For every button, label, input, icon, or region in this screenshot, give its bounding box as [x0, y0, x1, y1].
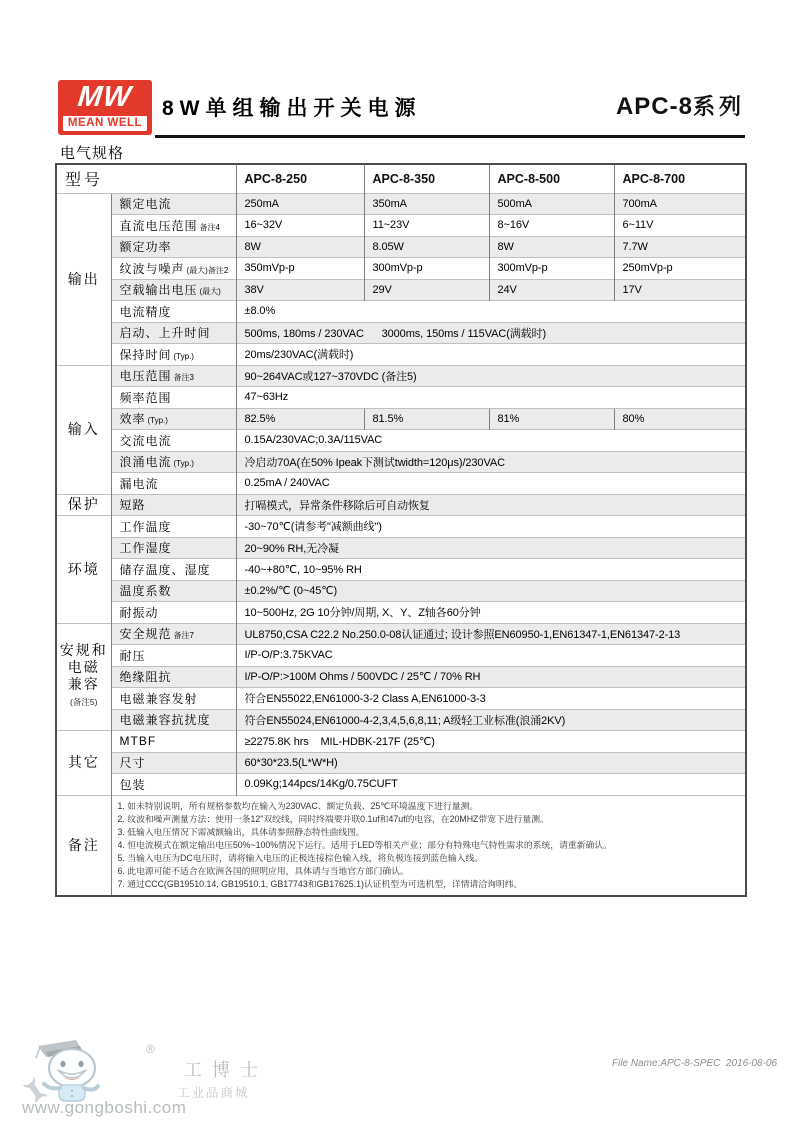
- spec-row: [56, 752, 746, 774]
- spec-value: 8.05W: [364, 236, 489, 258]
- spec-row: [56, 365, 746, 387]
- spec-value: 符合EN55024,EN61000-4-2,3,4,5,6,8,11; A级轻工业标准(浪涌2KV): [236, 709, 746, 731]
- row-label: 电磁兼容抗扰度: [111, 709, 236, 731]
- row-label: 工作温度: [111, 516, 236, 538]
- row-label: 保持时间 (Typ.): [111, 344, 236, 366]
- spec-value: 16~32V: [236, 215, 364, 237]
- row-label: 空载输出电压 (最大): [111, 279, 236, 301]
- spec-value: 29V: [364, 279, 489, 301]
- spec-row: [56, 451, 746, 473]
- registered-trademark-mark: ®: [146, 1042, 155, 1056]
- spec-value: 20ms/230VAC(满载时): [236, 344, 746, 366]
- note-line: 7. 通过CCC(GB19510.14, GB19510.1, GB17743和GB17625.1)认证机型为可选机型，详情请洽询明纬。: [117, 878, 523, 889]
- spec-value: 0.09Kg;144pcs/14Kg/0.75CUFT: [236, 774, 746, 796]
- spec-value: 6~11V: [614, 215, 746, 237]
- spec-value: 81.5%: [364, 408, 489, 430]
- series-code: APC-8: [615, 93, 693, 120]
- model-header-row: [56, 164, 746, 193]
- row-label: 启动、上升时间: [111, 322, 236, 344]
- spec-row: [56, 559, 746, 581]
- spec-value: 500mA: [489, 193, 614, 215]
- row-label: 电磁兼容发射: [111, 688, 236, 710]
- spec-row: [56, 709, 746, 731]
- spec-value: 300mVp-p: [489, 258, 614, 280]
- spec-row: [56, 688, 746, 710]
- section-label: 环境: [56, 516, 111, 624]
- spec-row: [56, 666, 746, 688]
- spec-value: ≥2275.8K hrs MIL-HDBK-217F (25℃): [236, 731, 746, 753]
- row-label: 储存温度、湿度: [111, 559, 236, 581]
- row-label: 尺寸: [111, 752, 236, 774]
- row-label: 包装: [111, 774, 236, 796]
- spec-value: 82.5%: [236, 408, 364, 430]
- note-line: 3. 低输入电压情况下需减额输出，具体请参照静态特性曲线图。: [117, 826, 365, 837]
- row-label: 直流电压范围 备注4: [111, 215, 236, 237]
- section-note: (备注5): [70, 697, 98, 708]
- model-name-2: APC-8-350: [364, 164, 489, 193]
- series-title: [616, 90, 745, 121]
- note-line: 1. 如未特别说明，所有规格参数均在输入为230VAC、额定负载、25℃环境温度下进行量测。: [117, 800, 479, 811]
- spec-value: 20~90% RH,无冷凝: [236, 537, 746, 559]
- title-underline: [155, 135, 745, 138]
- electrical-spec-table: [55, 163, 747, 897]
- spec-row: [56, 580, 746, 602]
- spec-row: [56, 645, 746, 667]
- row-label-note: 备注4: [199, 222, 220, 232]
- mean-well-wordmark: MEAN WELL: [63, 116, 147, 131]
- watermark-brand: 工博士: [184, 1060, 268, 1080]
- spec-value: 24V: [489, 279, 614, 301]
- spec-row: [56, 322, 746, 344]
- spec-value: -30~70℃(请参考"减额曲线"): [236, 516, 746, 538]
- notes-row: [56, 795, 746, 896]
- row-label: 纹波与噪声 (最大)备注2: [111, 258, 236, 280]
- spec-row: [56, 301, 746, 323]
- spec-value: 80%: [614, 408, 746, 430]
- spec-row: [56, 258, 746, 280]
- spec-value: -40~+80℃, 10~95% RH: [236, 559, 746, 581]
- spec-row: [56, 193, 746, 215]
- spec-row: [56, 279, 746, 301]
- spec-row: [56, 516, 746, 538]
- note-line: 5. 当输入电压为DC电压时，请将输入电压的正极连接棕色输入线，将负极连接到蓝色输入线。: [117, 852, 484, 863]
- row-label-note: 备注7: [173, 631, 194, 641]
- row-label: MTBF: [111, 731, 236, 753]
- row-label: 电压范围 备注3: [111, 365, 236, 387]
- model-name-4: APC-8-700: [614, 164, 746, 193]
- spec-value: 10~500Hz, 2G 10分钟/周期, X、Y、Z轴各60分钟: [236, 602, 746, 624]
- row-label: 电流精度: [111, 301, 236, 323]
- section-label: 输入: [56, 365, 111, 494]
- spec-row: [56, 215, 746, 237]
- spec-value: I/P-O/P:>100M Ohms / 500VDC / 25℃ / 70% RH: [236, 666, 746, 688]
- row-label-note: (Typ.): [173, 351, 194, 361]
- spec-value: 17V: [614, 279, 746, 301]
- spec-value: 0.15A/230VAC;0.3A/115VAC: [236, 430, 746, 452]
- notes-section-label: 备注: [56, 795, 111, 896]
- spec-value: 500ms, 180ms / 230VAC 3000ms, 150ms / 115VAC(满载时): [236, 322, 746, 344]
- row-label-note: (最大): [199, 287, 221, 297]
- row-label-note: (Typ.): [147, 416, 168, 426]
- spec-value: 8W: [236, 236, 364, 258]
- spec-row: [56, 473, 746, 495]
- spec-row: [56, 537, 746, 559]
- note-line: 2. 纹波和噪声测量方法：使用一条12"双绞线，同时终端要并联0.1uf和47uf的电容，在20MHZ带宽下进行量测。: [117, 813, 549, 824]
- spec-value: 300mVp-p: [364, 258, 489, 280]
- model-name-3: APC-8-500: [489, 164, 614, 193]
- row-label: 温度系数: [111, 580, 236, 602]
- spec-value: UL8750,CSA C22.2 No.250.0-08认证通过; 设计参照EN60950-1,EN61347-1,EN61347-2-13: [236, 623, 746, 645]
- file-name-label: File Name:APC-8-SPEC 2016-08-06: [612, 1058, 778, 1069]
- spec-row: [56, 494, 746, 516]
- watermark-tagline: 工业品商城: [177, 1086, 250, 1100]
- spec-value: 250mVp-p: [614, 258, 746, 280]
- document-title: 8W单组输出开关电源: [162, 97, 422, 120]
- row-label: 频率范围: [111, 387, 236, 409]
- row-label: 额定电流: [111, 193, 236, 215]
- spec-value: 350mVp-p: [236, 258, 364, 280]
- note-line: 6. 此电源可能不适合在欧洲各国的照明应用，具体请与当地官方部门确认。: [117, 865, 409, 876]
- spec-value: ±8.0%: [236, 301, 746, 323]
- spec-value: 350mA: [364, 193, 489, 215]
- section-label: 输出: [56, 193, 111, 365]
- spec-value: 符合EN55022,EN61000-3-2 Class A,EN61000-3-3: [236, 688, 746, 710]
- model-header-label: 型号: [56, 164, 236, 193]
- row-label: 额定功率: [111, 236, 236, 258]
- spec-row: [56, 774, 746, 796]
- spec-row: [56, 430, 746, 452]
- mw-monogram: MW: [76, 81, 134, 113]
- spec-value: 8W: [489, 236, 614, 258]
- spec-value: 250mA: [236, 193, 364, 215]
- row-label: 绝缘阻抗: [111, 666, 236, 688]
- row-label: 安全规范 备注7: [111, 623, 236, 645]
- row-label-note: (Typ.): [173, 459, 194, 469]
- spec-row: [56, 623, 746, 645]
- spec-row: [56, 344, 746, 366]
- spec-value: 11~23V: [364, 215, 489, 237]
- spec-value: 81%: [489, 408, 614, 430]
- spec-row: [56, 731, 746, 753]
- mean-well-logo: [58, 80, 152, 135]
- row-label: 交流电流: [111, 430, 236, 452]
- spec-value: 47~63Hz: [236, 387, 746, 409]
- notes-content: [111, 795, 746, 896]
- row-label: 浪涌电流 (Typ.): [111, 451, 236, 473]
- section-label: 其它: [56, 731, 111, 796]
- spec-value: ±0.2%/℃ (0~45℃): [236, 580, 746, 602]
- spec-row: [56, 602, 746, 624]
- spec-value: 7.7W: [614, 236, 746, 258]
- spec-value: 打嗝模式，异常条件移除后可自动恢复: [236, 494, 746, 516]
- row-label: 工作湿度: [111, 537, 236, 559]
- spec-table-wrapper: [55, 163, 747, 897]
- spec-value: 8~16V: [489, 215, 614, 237]
- row-label-note: 备注3: [173, 373, 194, 383]
- row-label-note: (最大)备注2: [186, 265, 229, 275]
- spec-row: [56, 236, 746, 258]
- series-suffix: 系列: [692, 94, 745, 119]
- spec-value: I/P-O/P:3.75KVAC: [236, 645, 746, 667]
- section-label: 安规和 电磁 兼容 (备注5): [56, 623, 111, 731]
- spec-value: 700mA: [614, 193, 746, 215]
- row-label: 效率 (Typ.): [111, 408, 236, 430]
- spec-value: 60*30*23.5(L*W*H): [236, 752, 746, 774]
- spec-row: [56, 387, 746, 409]
- row-label: 短路: [111, 494, 236, 516]
- electrical-spec-heading: 电气规格: [60, 145, 125, 162]
- spec-value: 90~264VAC或127~370VDC (备注5): [236, 365, 746, 387]
- watermark-url: www.gongboshi.com: [22, 1098, 187, 1117]
- spec-value: 38V: [236, 279, 364, 301]
- note-line: 4. 恒电流模式在额定输出电压50%~100%情况下运行。适用于LED等相关产业；部分有特殊电气特性需求的系统，请重新确认。: [117, 839, 612, 850]
- spec-value: 0.25mA / 240VAC: [236, 473, 746, 495]
- spec-row: [56, 408, 746, 430]
- spec-value: 冷启动70A(在50% Ipeak下测试twidth=120μs)/230VAC: [236, 451, 746, 473]
- section-label: 保护: [56, 494, 111, 516]
- model-name-1: APC-8-250: [236, 164, 364, 193]
- row-label: 漏电流: [111, 473, 236, 495]
- row-label: 耐压: [111, 645, 236, 667]
- row-label: 耐振动: [111, 602, 236, 624]
